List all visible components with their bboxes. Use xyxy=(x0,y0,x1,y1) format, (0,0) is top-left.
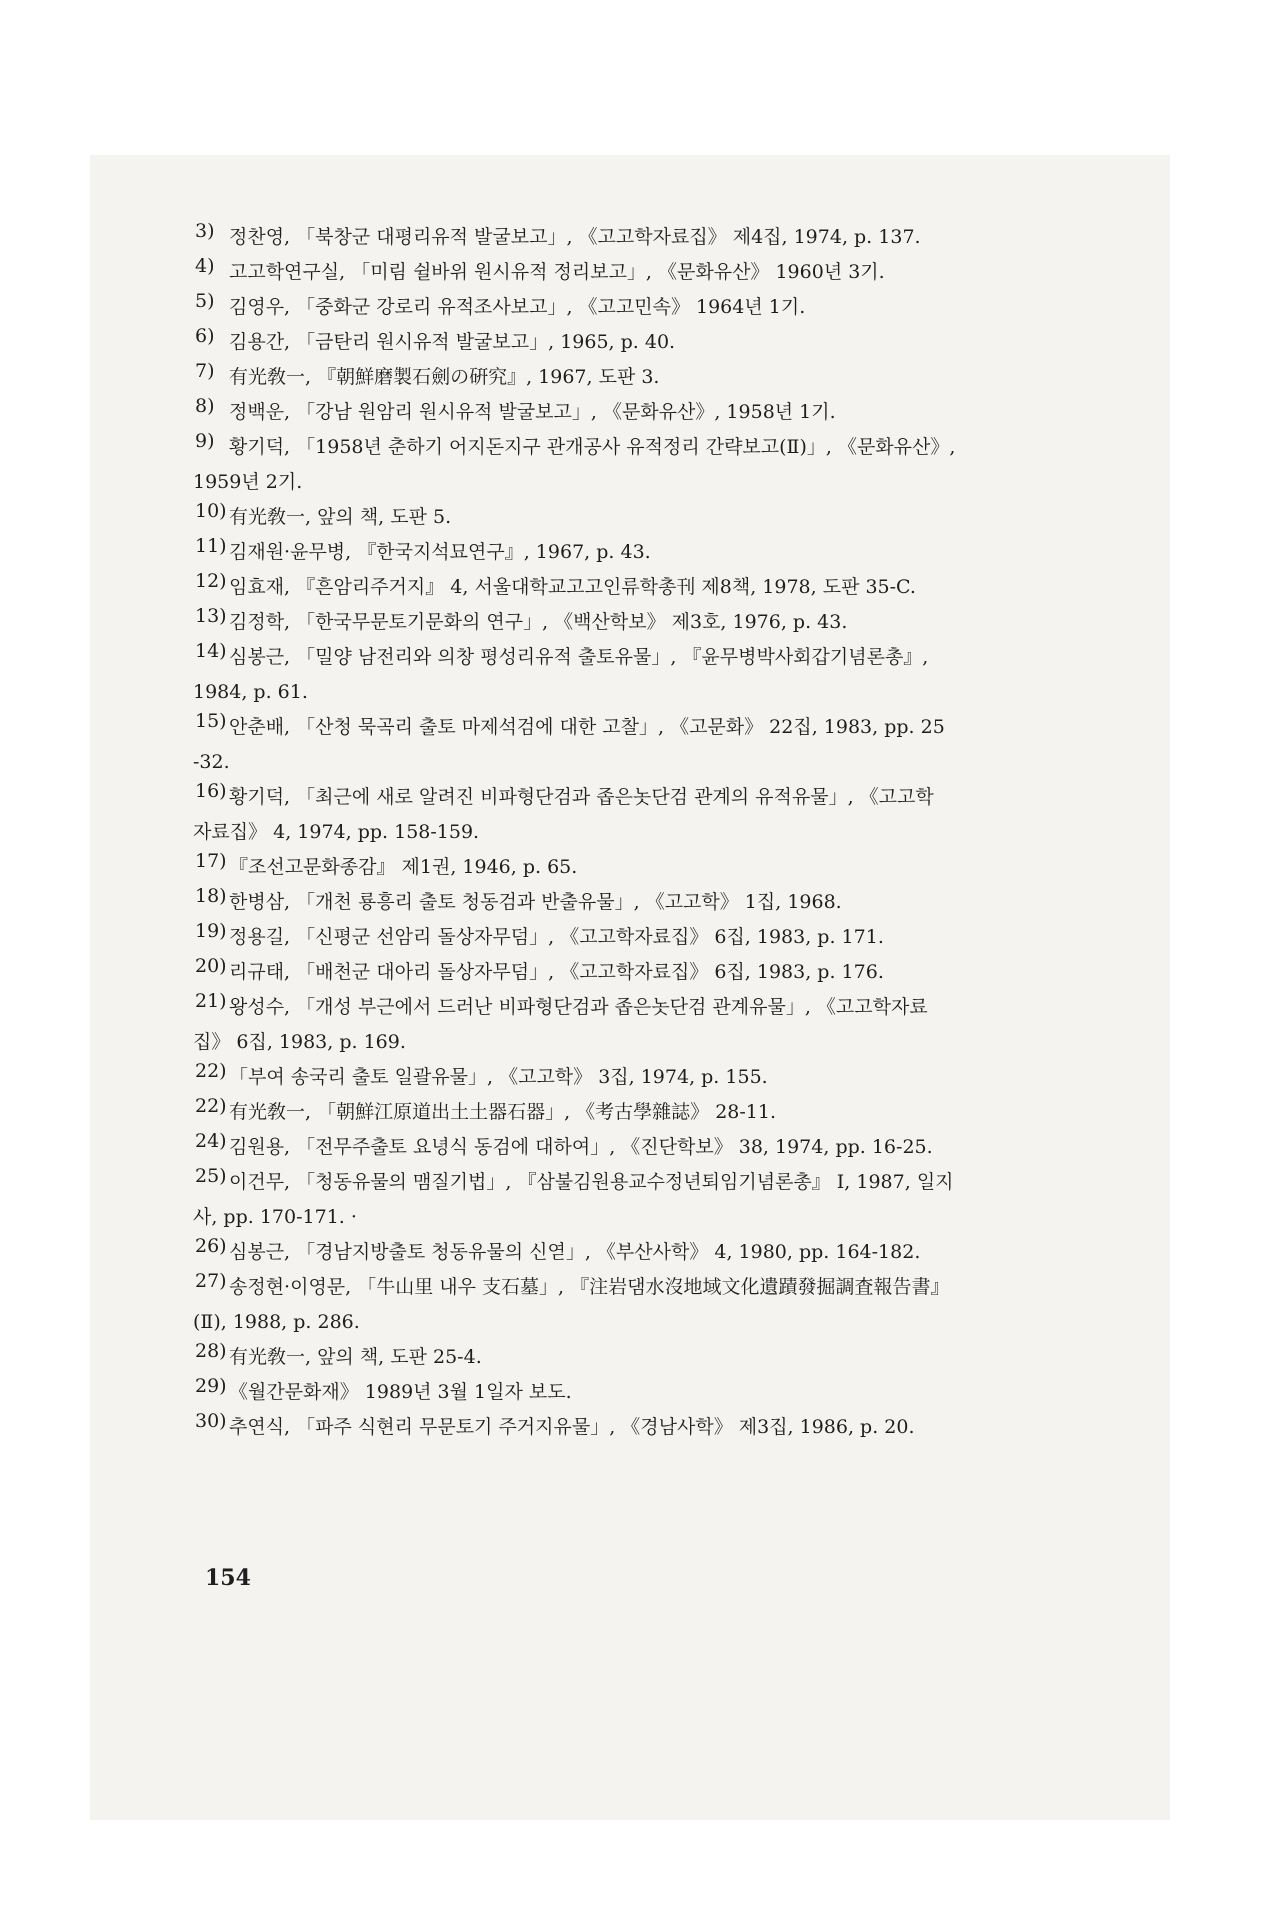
endnote-line: 김원용, 「전무주출토 요녕식 동검에 대하여」, 《진단학보》 38, 1974, pp. 16-25. xyxy=(229,1136,933,1158)
endnote xyxy=(195,535,1155,570)
endnote-number: 5) xyxy=(195,290,215,312)
endnote-text xyxy=(229,290,1155,325)
endnote-line: 한병삼, 「개천 룡흥리 출토 청동검과 반출유물」, 《고고학》 1집, 1968. xyxy=(229,891,842,913)
endnote-line: 김용간, 「금탄리 원시유적 발굴보고」, 1965, p. 40. xyxy=(229,331,676,353)
endnote-text xyxy=(229,1060,1155,1095)
endnote xyxy=(195,920,1155,955)
endnotes-list xyxy=(195,220,1155,1445)
endnote-continuation-line: 1984, p. 61. xyxy=(193,681,308,703)
endnote xyxy=(195,1375,1155,1410)
endnote xyxy=(195,500,1155,535)
endnote xyxy=(195,290,1155,325)
endnote-number: 27) xyxy=(195,1270,227,1292)
endnote-continuation-line: -32. xyxy=(193,751,230,773)
endnote-line: 有光敎一, 「朝鮮江原道出土土器石器」, 《考古學雜誌》 28-11. xyxy=(229,1101,777,1123)
endnote xyxy=(195,1270,1155,1340)
endnote-line: 有光敎一, 앞의 책, 도판 25-4. xyxy=(229,1346,482,1368)
endnote-continuation-line: 집》 6집, 1983, p. 169. xyxy=(193,1031,406,1053)
endnote-number: 12) xyxy=(195,570,227,592)
endnote-line: 「부여 송국리 출토 일괄유물」, 《고고학》 3집, 1974, p. 155. xyxy=(229,1066,768,1088)
endnote-line: 김영우, 「중화군 강로리 유적조사보고」, 《고고민속》 1964년 1기. xyxy=(229,296,806,318)
endnote xyxy=(195,1060,1155,1095)
endnote xyxy=(195,990,1155,1060)
endnote-number: 8) xyxy=(195,395,215,417)
endnote xyxy=(195,780,1155,850)
endnote-text xyxy=(229,500,1155,535)
endnote xyxy=(195,395,1155,430)
endnote-continuation-line: 1959년 2기. xyxy=(193,471,303,493)
endnote-line: 왕성수, 「개성 부근에서 드러난 비파형단검과 좁은놋단검 관계유물」, 《고고학자료 xyxy=(229,996,928,1018)
endnote-number: 11) xyxy=(195,535,227,557)
endnote xyxy=(195,885,1155,920)
endnote-text xyxy=(229,955,1155,990)
endnote xyxy=(195,570,1155,605)
endnote-text xyxy=(229,360,1155,395)
endnote-text xyxy=(193,430,1155,500)
endnote-line: 有光敎一, 앞의 책, 도판 5. xyxy=(229,506,452,528)
endnote-continuation-line: (Ⅱ), 1988, p. 286. xyxy=(193,1311,360,1333)
endnote-line: 정백운, 「강남 원암리 원시유적 발굴보고」, 《문화유산》, 1958년 1기. xyxy=(229,401,836,423)
endnote-line: 이건무, 「청동유물의 맴질기법」, 『삼불김원용교수정년퇴임기념론총』 Ⅰ, 1987, 일지 xyxy=(229,1171,954,1193)
endnote-text xyxy=(229,570,1155,605)
endnote-text xyxy=(229,920,1155,955)
endnote-number: 19) xyxy=(195,920,227,942)
endnote xyxy=(195,1340,1155,1375)
endnote-line: 심봉근, 「경남지방출토 청동유물의 신엳」, 《부산사학》 4, 1980, pp. 164-182. xyxy=(229,1241,921,1263)
endnote-number: 25) xyxy=(195,1165,227,1187)
endnote-number: 9) xyxy=(195,430,215,452)
endnote-line: 정찬영, 「북창군 대평리유적 발굴보고」, 《고고학자료집》 제4집, 1974, p. 137. xyxy=(229,226,921,248)
endnote-line: 리규태, 「배천군 대아리 돌상자무덤」, 《고고학자료집》 6집, 1983, p. 176. xyxy=(229,961,884,983)
endnote-number: 24) xyxy=(195,1130,227,1152)
endnote xyxy=(195,1095,1155,1130)
endnote-line: 고고학연구실, 「미림 쉴바위 원시유적 정리보고」, 《문화유산》 1960년 3기. xyxy=(229,261,885,283)
endnote-number: 28) xyxy=(195,1340,227,1362)
endnote xyxy=(195,1130,1155,1165)
endnote-number: 6) xyxy=(195,325,215,347)
endnote-text xyxy=(229,1340,1155,1375)
endnote xyxy=(195,325,1155,360)
endnote-number: 17) xyxy=(195,850,227,872)
endnote xyxy=(195,710,1155,780)
endnote-line: 임효재, 『흔암리주거지』 4, 서울대학교고고인류학총刊 제8책, 1978, 도판 35-C. xyxy=(229,576,916,598)
endnote xyxy=(195,430,1155,500)
endnote-number: 16) xyxy=(195,780,227,802)
endnote-number: 20) xyxy=(195,955,227,977)
endnote-line: 안춘배, 「산청 묵곡리 출토 마제석검에 대한 고찰」, 《고문화》 22집, 1983, pp. 25 xyxy=(229,716,945,738)
endnote-text xyxy=(229,325,1155,360)
endnote-text xyxy=(229,255,1155,290)
endnote-text xyxy=(229,535,1155,570)
endnote-number: 10) xyxy=(195,500,227,522)
endnote xyxy=(195,255,1155,290)
endnote-continuation-line: 자료집》 4, 1974, pp. 158-159. xyxy=(193,821,480,843)
endnote-line: 추연식, 「파주 식현리 무문토기 주거지유물」, 《경남사학》 제3집, 1986, p. 20. xyxy=(229,1416,915,1438)
endnote-text xyxy=(229,1375,1155,1410)
endnote-number: 13) xyxy=(195,605,227,627)
endnote-text xyxy=(229,1130,1155,1165)
endnote-text xyxy=(229,1410,1155,1445)
endnote-number: 3) xyxy=(195,220,215,242)
endnote-text xyxy=(229,220,1155,255)
endnote-line: 《월간문화재》 1989년 3월 1일자 보도. xyxy=(229,1381,572,1403)
endnote-text xyxy=(229,850,1155,885)
endnote-number: 29) xyxy=(195,1375,227,1397)
endnote-line: 황기덕, 「1958년 춘하기 어지돈지구 관개공사 유적정리 간략보고(Ⅱ)」, 《문화유산》, xyxy=(229,436,956,458)
endnote-line: 송정현·이영문, 「牛山里 내우 支石墓」, 『注岩댐水沒地域文化遺蹟發掘調査報告書』 xyxy=(229,1276,950,1298)
endnote xyxy=(195,220,1155,255)
endnote-line: 황기덕, 「최근에 새로 알려진 비파형단검과 좁은놋단검 관계의 유적유물」, 《고고학 xyxy=(229,786,934,808)
endnote-number: 4) xyxy=(195,255,215,277)
endnote-continuation-line: 사, pp. 170-171. · xyxy=(193,1206,357,1228)
endnote-line: 『조선고문화종감』 제1권, 1946, p. 65. xyxy=(229,856,578,878)
endnote xyxy=(195,605,1155,640)
endnote-line: 김정학, 「한국무문토기문화의 연구」, 《백산학보》 제3호, 1976, p. 43. xyxy=(229,611,848,633)
endnote xyxy=(195,850,1155,885)
endnote xyxy=(195,640,1155,710)
endnote-text xyxy=(229,395,1155,430)
endnote-text xyxy=(229,1095,1155,1130)
endnote-text xyxy=(229,1235,1155,1270)
endnote-number: 18) xyxy=(195,885,227,907)
endnote-number: 14) xyxy=(195,640,227,662)
endnote-number: 7) xyxy=(195,360,215,382)
endnote-number: 30) xyxy=(195,1410,227,1432)
endnote-number: 26) xyxy=(195,1235,227,1257)
endnote-number: 22) xyxy=(195,1060,227,1082)
endnote xyxy=(195,1165,1155,1235)
endnote-number: 22) xyxy=(195,1095,227,1117)
endnote-line: 정용길, 「신평군 선암리 돌상자무덤」, 《고고학자료집》 6집, 1983, p. 171. xyxy=(229,926,884,948)
endnote xyxy=(195,1235,1155,1270)
endnote-line: 심봉근, 「밀양 남전리와 의창 평성리유적 출토유물」, 『윤무병박사회갑기념론총』, xyxy=(229,646,929,668)
endnote-line: 김재원·윤무병, 『한국지석묘연구』, 1967, p. 43. xyxy=(229,541,651,563)
endnote-number: 21) xyxy=(195,990,227,1012)
endnote-text xyxy=(229,885,1155,920)
endnote-text xyxy=(229,605,1155,640)
endnote-number: 15) xyxy=(195,710,227,732)
page-number: 154 xyxy=(205,1565,251,1591)
endnote xyxy=(195,1410,1155,1445)
endnote-line: 有光敎一, 『朝鮮磨製石劍の硏究』, 1967, 도판 3. xyxy=(229,366,660,388)
endnote xyxy=(195,360,1155,395)
endnote xyxy=(195,955,1155,990)
